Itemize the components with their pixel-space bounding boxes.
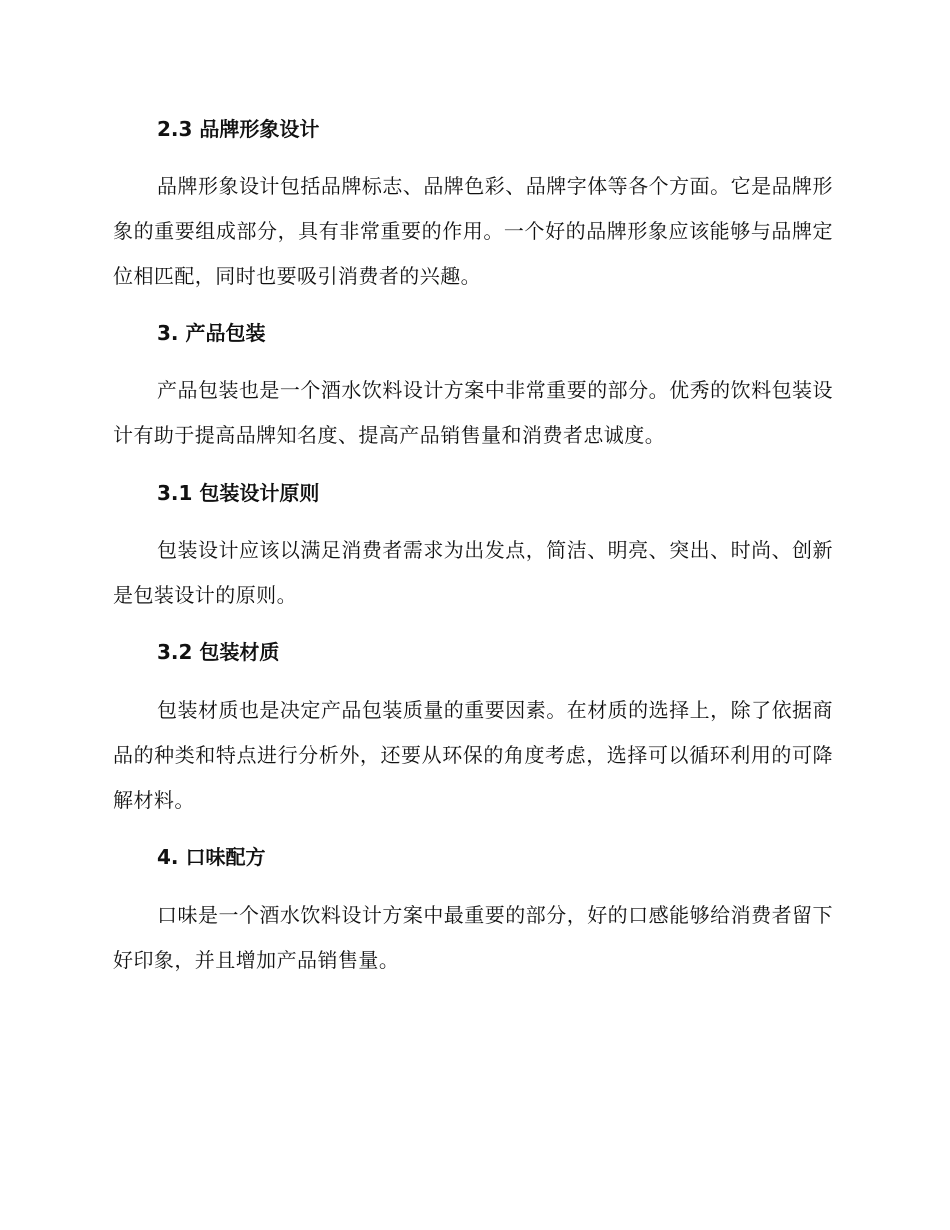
section-paragraph-product-packaging: 产品包装也是一个酒水饮料设计方案中非常重要的部分。优秀的饮料包装设计有助于提高品牌知名度、提高产品销售量和消费者忠诚度。 xyxy=(113,378,833,447)
section-paragraph-flavor-formula: 口味是一个酒水饮料设计方案中最重要的部分，好的口感能够给消费者留下好印象，并且增加产品销售量。 xyxy=(113,903,833,972)
section-paragraph-packaging-material: 包装材质也是决定产品包装质量的重要因素。在材质的选择上，除了依据商品的种类和特点进行分析外，还要从环保的角度考虑，选择可以循环利用的可降解材料。 xyxy=(113,698,833,812)
section-heading-packaging-principles: 3.1 包装设计原则 xyxy=(157,481,320,505)
section-paragraph-packaging-principles: 包装设计应该以满足消费者需求为出发点，简洁、明亮、突出、时尚、创新是包装设计的原则。 xyxy=(113,538,833,607)
section-heading-packaging-material: 3.2 包装材质 xyxy=(157,640,280,664)
section-paragraph-brand-image-design: 品牌形象设计包括品牌标志、品牌色彩、品牌字体等各个方面。它是品牌形象的重要组成部分，具有非常重要的作用。一个好的品牌形象应该能够与品牌定位相匹配，同时也要吸引消费者的兴趣。 xyxy=(113,174,833,288)
section-heading-flavor-formula: 4. 口味配方 xyxy=(157,845,266,869)
section-heading-brand-image-design: 2.3 品牌形象设计 xyxy=(157,117,320,141)
section-heading-product-packaging: 3. 产品包装 xyxy=(157,321,266,345)
